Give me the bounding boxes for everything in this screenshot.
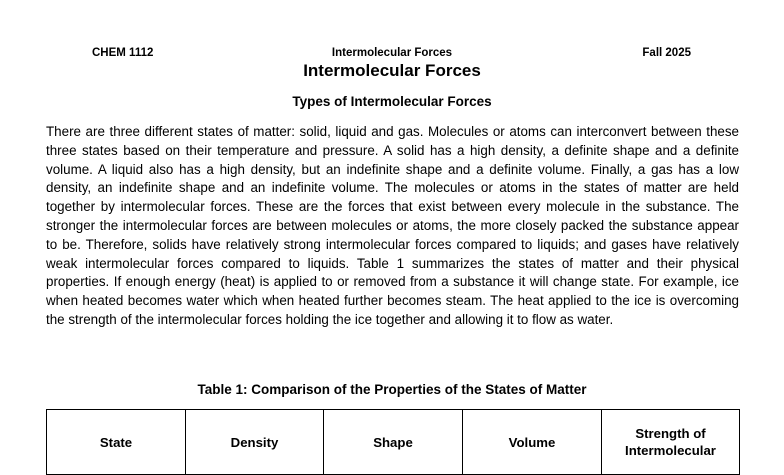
column-header-state: State	[47, 410, 186, 475]
column-header-density: Density	[186, 410, 324, 475]
body-paragraph: There are three different states of matter: solid, liquid and gas. Molecules or atoms can interconvert between these three states based on their temperature and pressure. A solid has a high density, a definite shape and a definite volume. A liquid also has a high density, but an indefinite shape and a definite volume. Finally, a gas has a low density, an indefinite shape and an indefinite volume. The molecules or atoms in the states of matter are held together by intermolecular forces. These are the forces that exist between every molecule in the substance. The stronger the intermolecular forces are between molecules or atoms, the more closely packed the substance appear to be. Therefore, solids have relatively strong intermolecular forces compared to liquids; and gases have relatively weak intermolecular forces compared to liquids. Table 1 summarizes the states of matter and their physical properties. If enough energy (heat) is applied to or removed from a substance it will change state. For example, ice when heated becomes water which when heated further becomes steam. The heat applied to the ice is overcoming the strength of the intermolecular forces holding the ice together and allowing it to flow as water.	[46, 124, 739, 327]
column-header-volume: Volume	[463, 410, 602, 475]
header-course: CHEM 1112	[92, 47, 154, 59]
running-header	[0, 47, 784, 61]
column-header-shape: Shape	[324, 410, 463, 475]
table-caption: Table 1: Comparison of the Properties of the States of Matter	[197, 382, 587, 397]
header-topic: Intermolecular Forces	[331, 47, 453, 59]
section-heading: Types of Intermolecular Forces	[292, 94, 492, 109]
table-header-row	[47, 410, 740, 475]
column-header-strength: Strength of Intermolecular	[602, 410, 740, 475]
page-title: Intermolecular Forces	[303, 61, 481, 80]
states-of-matter-table	[46, 409, 740, 475]
header-term: Fall 2025	[642, 47, 691, 59]
